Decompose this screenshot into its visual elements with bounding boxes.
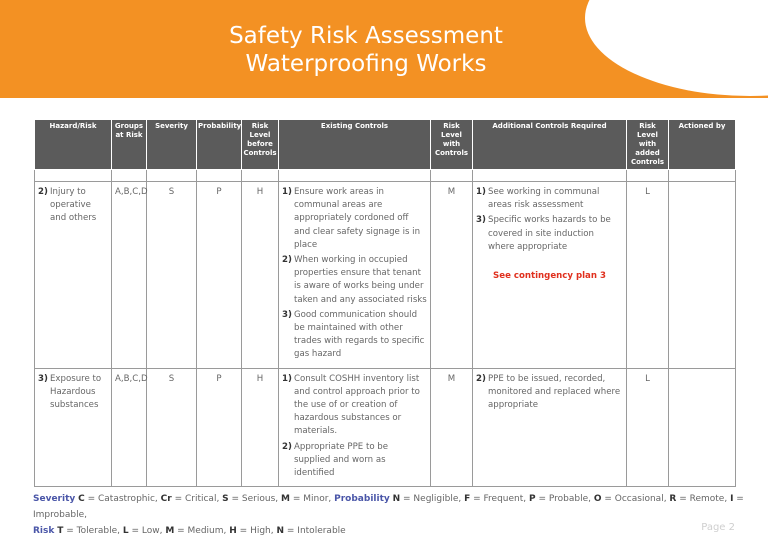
risk-with-cell: M (431, 368, 473, 487)
actioned-by-cell (669, 368, 736, 487)
additional-controls-cell (473, 182, 627, 369)
control-item: 1) Consult COSHH inventory list and control approach prior to the use of or creation of hazardous substances or materials. (282, 373, 420, 437)
hazard-cell (35, 368, 112, 487)
probability-cell: P (197, 368, 242, 487)
title-line-1: Safety Risk Assessment (229, 23, 503, 49)
col-header-probability: Probability (197, 120, 242, 170)
existing-controls-cell (279, 368, 431, 487)
hazard-text: Exposure to Hazardous substances (50, 373, 102, 411)
table-row (35, 368, 736, 487)
col-header-risk-with: Risk Level with Controls (431, 120, 473, 170)
page-header (0, 0, 768, 98)
hazard-number: 3) (38, 373, 48, 384)
col-header-hazard: Hazard/Risk (35, 120, 112, 170)
actioned-by-cell (669, 182, 736, 369)
additional-control-item: 2) PPE to be issued, recorded, monitored and replaced where appropriate (476, 373, 621, 411)
legend-line-2: Risk T = Tolerable, L = Low, M = Medium, H = High, N = Intolerable (33, 526, 346, 536)
legend (33, 491, 745, 539)
additional-control-item: 3) Specific works hazards to be covered in site induction where appropriate (476, 215, 611, 252)
table-row-empty (35, 170, 736, 182)
risk-assessment-table (34, 119, 736, 487)
col-header-risk-added: Risk Level with added Controls (627, 120, 669, 170)
legend-line-1: Severity C = Catastrophic, Cr = Critical, S = Serious, M = Minor, Probability N = Negligible, F = Frequent, P = Probable, O = Occasional, R = Remote, I = Improbable, (33, 494, 744, 520)
page-number: Page 2 (701, 522, 735, 533)
additional-control-item: 1) See working in communal areas risk assessment (476, 187, 600, 211)
control-item: 2) When working in occupied properties ensure that tenant is aware of works being under taken and any associated risks (282, 255, 427, 305)
legend-severity-label: Severity (33, 494, 76, 504)
risk-before-cell: H (242, 368, 279, 487)
groups-cell: A,B,C,D (112, 368, 147, 487)
severity-cell: S (147, 368, 197, 487)
risk-with-cell: M (431, 182, 473, 369)
contingency-plan-note: See contingency plan 3 (493, 271, 606, 282)
control-item: 2) Appropriate PPE to be supplied and worn as identified (282, 441, 389, 479)
control-item: 3) Good communication should be maintained with other trades with regards to specific gas hazard (282, 309, 425, 360)
severity-cell: S (147, 182, 197, 369)
hazard-cell (35, 182, 112, 369)
hazard-text: Injury to operative and others (50, 187, 97, 224)
legend-risk-label: Risk (33, 526, 55, 536)
probability-cell: P (197, 182, 242, 369)
col-header-existing-controls: Existing Controls (279, 120, 431, 170)
title-line-2: Waterproofing Works (245, 51, 487, 77)
risk-before-cell: H (242, 182, 279, 369)
legend-probability-label: Probability (334, 494, 390, 504)
col-header-additional-controls: Additional Controls Required (473, 120, 627, 170)
risk-added-cell: L (627, 368, 669, 487)
col-header-groups: Groups at Risk (112, 120, 147, 170)
risk-added-cell: L (627, 182, 669, 369)
table-header-row (35, 120, 736, 170)
col-header-actioned-by: Actioned by (669, 120, 736, 170)
page-title (0, 22, 732, 78)
additional-controls-cell (473, 368, 627, 487)
table-row (35, 182, 736, 369)
existing-controls-cell (279, 182, 431, 369)
col-header-risk-before: Risk Level before Controls (242, 120, 279, 170)
hazard-number: 2) (38, 187, 48, 197)
groups-cell: A,B,C,D (112, 182, 147, 369)
control-item: 1) Ensure work areas in communal areas are appropriately cordoned off and clear safety signage is in place (282, 187, 421, 250)
col-header-severity: Severity (147, 120, 197, 170)
